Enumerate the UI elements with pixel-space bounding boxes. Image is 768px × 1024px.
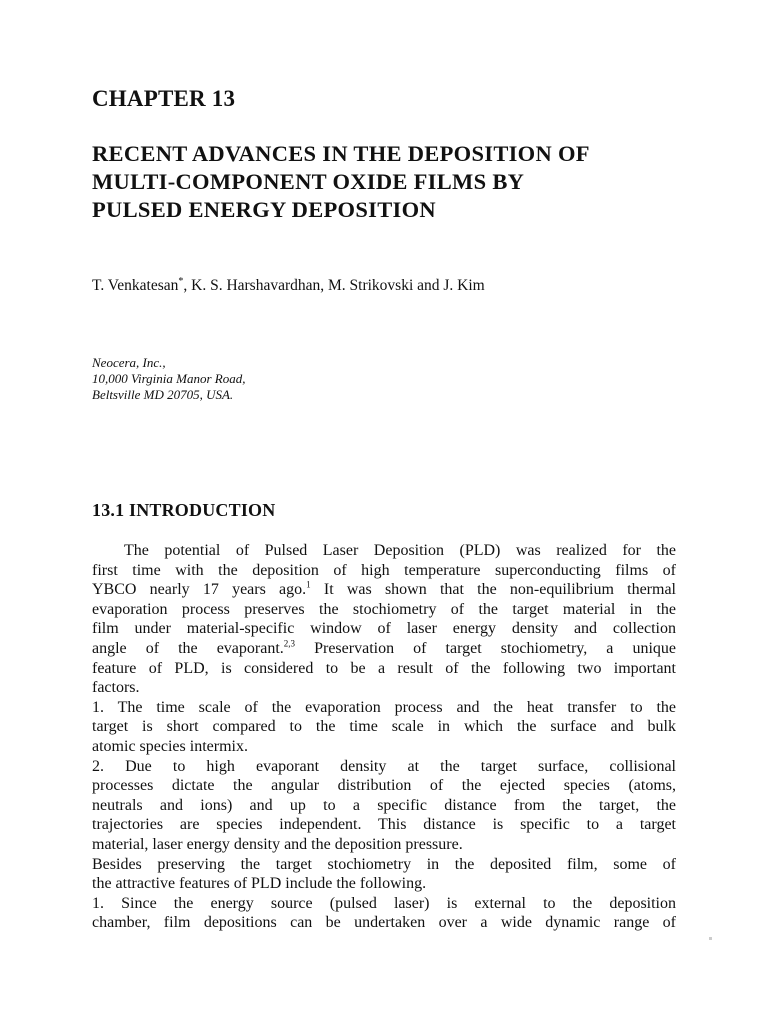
title-line: RECENT ADVANCES IN THE DEPOSITION OF (92, 141, 590, 166)
body-line: chamber, film depositions can be undertaken over a wide dynamic range of (92, 914, 676, 932)
author-list (92, 276, 485, 295)
body-line (92, 580, 676, 600)
body-line: feature of PLD, is considered to be a result of the following two important (92, 659, 676, 677)
body-line: factors. (92, 679, 140, 697)
body-line: processes dictate the angular distribution of the ejected species (atoms, (92, 777, 676, 795)
body-line: trajectories are species independent. This distance is specific to a target (92, 816, 676, 834)
body-line: evaporation process preserves the stochiometry of the target material in the (92, 600, 676, 618)
affiliation-line: 10,000 Virginia Manor Road, (92, 371, 246, 386)
affiliation (92, 355, 245, 403)
body-text-segment: YBCO nearly 17 years ago. (92, 581, 307, 599)
author-rest: , K. S. Harshavardhan, M. Strikovski and J. Kim (183, 277, 485, 295)
affiliation-line: Neocera, Inc., (92, 355, 166, 370)
body-line (92, 639, 676, 659)
body-line: first time with the deposition of high temperature superconducting films of (92, 561, 676, 579)
scan-speck (709, 937, 712, 940)
title-line: MULTI-COMPONENT OXIDE FILMS BY (92, 169, 525, 194)
author-first: T. Venkatesan (92, 277, 179, 295)
body-line: neutrals and ions) and up to a specific distance from the target, the (92, 796, 676, 814)
body-line: target is short compared to the time scale in which the surface and bulk (92, 718, 676, 736)
body-line: Besides preserving the target stochiometry in the deposited film, some of (92, 855, 676, 873)
title-line: PULSED ENERGY DEPOSITION (92, 197, 436, 222)
body-text (92, 541, 676, 933)
body-line: the attractive features of PLD include the following. (92, 875, 427, 893)
body-text-segment: It was shown that the non-equilibrium thermal (310, 581, 676, 599)
section-heading: 13.1 INTRODUCTION (92, 500, 276, 520)
list-item-line: 2. Due to high evaporant density at the target surface, collisional (92, 757, 676, 775)
author-footnote-mark: * (178, 276, 184, 287)
body-text-segment: Preservation of target stochiometry, a unique (295, 639, 676, 657)
chapter-heading: CHAPTER 13 (92, 86, 236, 111)
body-text-segment: angle of the evaporant. (92, 639, 284, 657)
chapter-title (92, 140, 712, 224)
body-line: atomic species intermix. (92, 737, 248, 755)
body-line: film under material-specific window of laser energy density and collection (92, 620, 676, 638)
reference-superscript: 2,3 (283, 638, 296, 649)
affiliation-line: Beltsville MD 20705, USA. (92, 387, 234, 402)
body-line: The potential of Pulsed Laser Deposition (PLD) was realized for the (124, 542, 676, 559)
list-item-line: 1. Since the energy source (pulsed laser) is external to the deposition (92, 894, 676, 912)
body-line: material, laser energy density and the deposition pressure. (92, 835, 463, 853)
reference-superscript: 1 (306, 579, 311, 590)
list-item-line: 1. The time scale of the evaporation process and the heat transfer to the (92, 698, 676, 716)
